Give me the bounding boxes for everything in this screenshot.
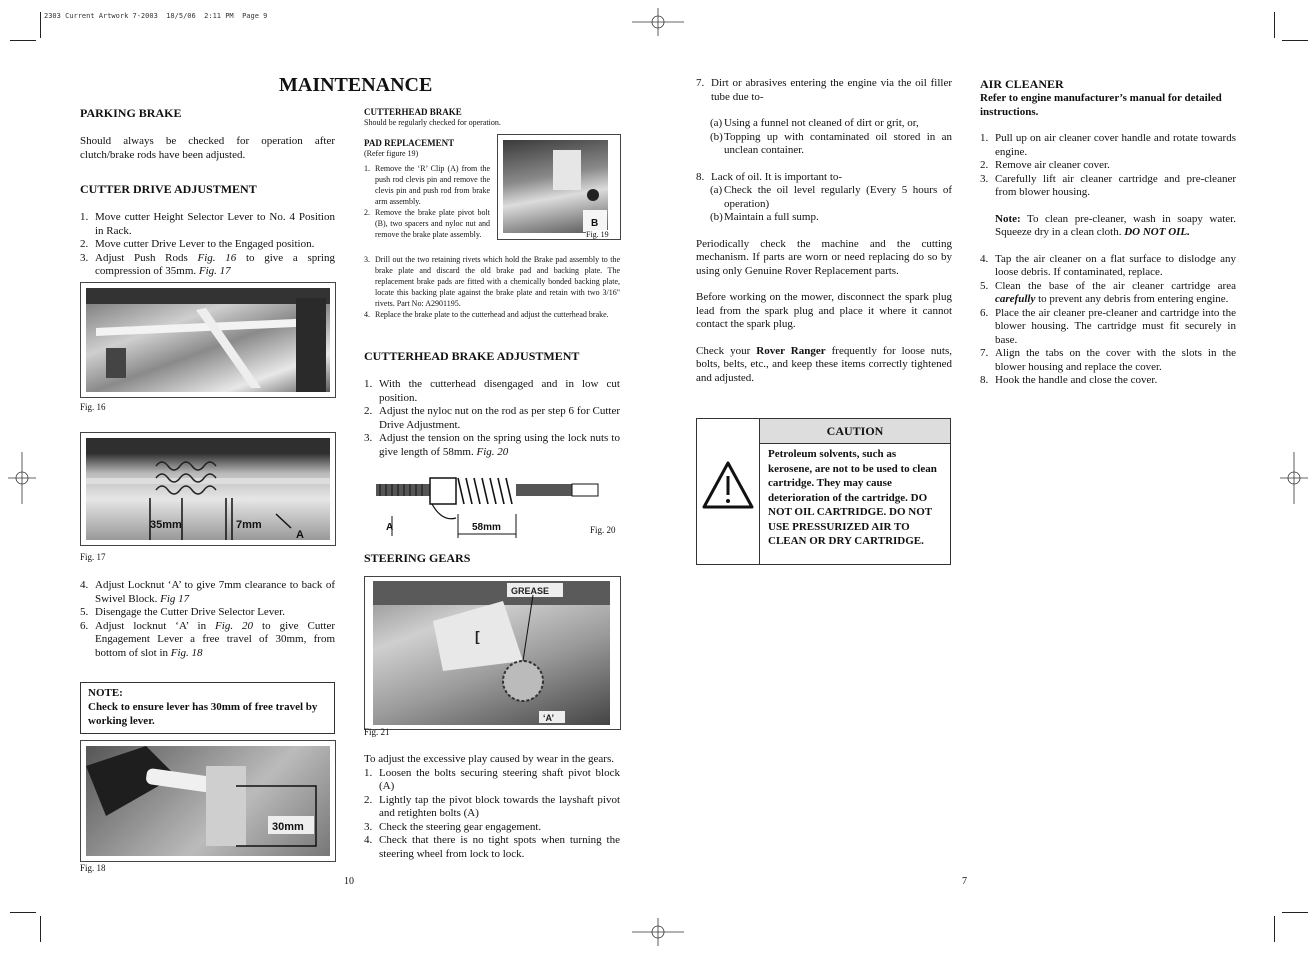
list-item: 6. Adjust locknut ‘A’ in Fig. 20 to give Cutter Engagement Lever a free travel of 30mm, from bottom of slot in Fig. 18 — [80, 619, 335, 659]
registration-mark-icon — [632, 8, 684, 36]
paragraph: Before working on the mower, disconnect the spark plug lead from the spark plug and place it where it cannot contact the spark plug. — [696, 291, 952, 330]
figure-caption: Fig. 19 — [586, 230, 609, 239]
caution-box — [696, 418, 951, 565]
column-3 — [696, 77, 952, 385]
steering-intro: To adjust the excessive play caused by wear in the gears. — [364, 753, 615, 765]
figure-18-photo — [80, 740, 336, 862]
list-item: (a) Check the oil level regularly (Every 5 hours of operation) — [710, 184, 952, 210]
page-number: 7 — [962, 876, 967, 887]
section-heading-air-cleaner: AIR CLEANER — [980, 77, 1064, 91]
list-item: 4. Check that there is no tight spots when turning the steering wheel from lock to lock. — [364, 834, 620, 860]
column-1-lower — [80, 579, 335, 660]
figure-20-drawing — [372, 470, 604, 540]
section-heading-steering-gears: STEERING GEARS — [364, 551, 471, 565]
list-item: 2. Remove air cleaner cover. — [980, 159, 1110, 171]
note-title: NOTE: — [88, 687, 123, 699]
crop-mark — [40, 916, 41, 942]
figure-16-photo — [80, 282, 336, 398]
figure-20-label-58mm: 58mm — [472, 522, 501, 533]
registration-mark-icon — [1280, 452, 1308, 504]
figure-caption: Fig. 17 — [80, 552, 106, 562]
list-item: 1. Pull up on air cleaner cover handle and rotate towards engine. — [980, 132, 1236, 158]
figure-21-photo — [364, 576, 621, 730]
column-1 — [80, 106, 335, 279]
figure-17-label-7mm: 7mm — [236, 519, 262, 531]
list-item: 8. Lack of oil. It is important to- — [696, 170, 843, 183]
brake-adjustment-section — [364, 349, 620, 459]
crop-mark — [40, 12, 41, 38]
figure-18-label-30mm: 30mm — [272, 821, 304, 833]
list-item: 1. Remove the ‘R’ Clip (A) from the push rod clevis pin and remove the clevis pin and push rod from brake arm assembly. — [364, 164, 490, 206]
list-item: 3. Carefully lift air cleaner cartridge and pre-cleaner from blower housing. — [980, 172, 1236, 198]
list-item: 3. Drill out the two retaining rivets which hold the Brake pad assembly to the brake plate and discard the old brake pad and backing plate. The replacement brake pads are fitted with a chemically bonded backing plate, locate this backing plate against the brake plate and retain with two 3/16" rivets. Part No: A2901195. — [364, 255, 620, 308]
list-item: 8. Hook the handle and close the cover. — [980, 374, 1158, 386]
crop-mark — [1274, 916, 1275, 942]
svg-text:[: [ — [475, 628, 480, 644]
figure-20-label-a: A — [386, 522, 394, 533]
list-item: 6. Place the air cleaner pre-cleaner and cartridge into the blower housing. The cartridge must fit securely in base. — [980, 306, 1236, 346]
list-item: 3. Adjust Push Rods Fig. 16 to give a spring compression of 35mm. Fig. 17 — [80, 251, 335, 277]
sub-list — [696, 184, 952, 225]
list-item: 5. Clean the base of the air cleaner cartridge area carefully to prevent any debris from entering engine. — [980, 279, 1236, 305]
list-item: 7. Align the tabs on the cover with the slots in the blower housing and replace the cover. — [980, 347, 1236, 373]
registration-mark-icon — [632, 918, 684, 946]
figure-caption: Fig. 21 — [364, 727, 390, 737]
column-4 — [980, 77, 1236, 388]
list-item: 1. Loosen the bolts securing steering shaft pivot block (A) — [364, 766, 620, 792]
pad-replacement-list-top — [364, 163, 490, 240]
pad-replacement-ref: (Refer figure 19) — [364, 149, 419, 158]
crop-mark — [10, 40, 36, 41]
caution-text: Petroleum solvents, such as kerosene, are not to be used to clean cartridge. They may cause deterioration of the cartridge. DO NOT OIL CARTRIDGE. DO NOT USE PRESSURIZED AIR TO CLEAN OR DRY CARTRIDGE. — [768, 448, 937, 547]
list-item: 4. Adjust Locknut ‘A’ to give 7mm clearance to back of Swivel Block. Fig 17 — [80, 579, 335, 605]
caution-title: CAUTION — [760, 419, 950, 444]
section-heading-brake-adjustment: CUTTERHEAD BRAKE ADJUSTMENT — [364, 349, 580, 363]
section-heading-cutterhead-brake: CUTTERHEAD BRAKE — [364, 107, 462, 117]
print-slug: 2303 Current Artwork 7-2003 18/5/06 2:11 PM Page 9 — [44, 12, 268, 20]
pad-replacement-list-bottom — [364, 254, 620, 320]
parking-brake-text: Should always be checked for operation after clutch/brake rods have been adjusted. — [80, 135, 335, 161]
page-title: MAINTENANCE — [279, 74, 433, 96]
list-item: 2. Remove the brake plate pivot bolt (B), two spacers and nyloc nut and remove the brake plate assembly. — [364, 208, 490, 239]
list-item: 2. Lightly tap the pivot block towards the layshaft pivot and retighten bolts (A) — [364, 793, 620, 819]
note-text: Check to ensure lever has 30mm of free travel by working lever. — [88, 701, 318, 727]
air-cleaner-subheading: Refer to engine manufacturer’s manual for detailed instructions. — [980, 92, 1222, 118]
cutterhead-brake-text: Should be regularly checked for operation. — [364, 118, 501, 127]
crop-mark — [1282, 912, 1308, 913]
crop-mark — [1274, 12, 1275, 38]
section-heading-cutter-drive: CUTTER DRIVE ADJUSTMENT — [80, 182, 257, 196]
cutter-drive-list-continued — [80, 579, 335, 660]
list-item: 5. Disengage the Cutter Drive Selector Lever. — [80, 606, 285, 618]
figure-caption: Fig. 20 — [590, 525, 616, 535]
figure-19-photo — [497, 134, 621, 240]
figure-17-label-35mm: 35mm — [150, 519, 182, 531]
air-cleaner-note: Note: To clean pre-cleaner, wash in soapy water. Squeeze dry in a clean cloth. DO NOT OIL. — [995, 212, 1236, 238]
list-item: 2. Move cutter Drive Lever to the Engaged position. — [80, 238, 315, 250]
steering-section — [364, 753, 620, 861]
section-heading-parking-brake: PARKING BRAKE — [80, 106, 182, 120]
note-box — [80, 682, 335, 734]
page-number: 10 — [344, 876, 354, 887]
list-item: 2. Adjust the nyloc nut on the rod as per step 6 for Cutter Drive Adjustment. — [364, 405, 620, 431]
list-item: (b) Topping up with contaminated oil stored in an unclean container. — [710, 130, 952, 156]
section-heading-pad-replacement: PAD REPLACEMENT — [364, 138, 455, 148]
list-item: 4. Replace the brake plate to the cutterhead and adjust the cutterhead brake. — [364, 310, 609, 319]
paragraph: Periodically check the machine and the cutting mechanism. If parts are worn or need replacing do so by using only Genuine Rover Replacement parts. — [696, 237, 952, 277]
warning-triangle-icon — [697, 419, 759, 564]
caution-content — [760, 419, 950, 552]
list-item: 7. Dirt or abrasives entering the engine via the oil filler tube due to- — [696, 77, 952, 103]
caution-icon-cell — [697, 419, 760, 564]
list-item: 3. Check the steering gear engagement. — [364, 820, 542, 833]
list-item: 1. With the cutterhead disengaged and in low cut position. — [364, 378, 620, 404]
figure-17-photo — [80, 432, 336, 546]
paragraph: Check your Rover Ranger frequently for loose nuts, bolts, belts, etc., and keep these items correctly tightened and adjusted. — [696, 344, 952, 384]
list-item: 4. Tap the air cleaner on a flat surface to dislodge any loose debris. If contaminated, replace. — [980, 252, 1236, 278]
list-item: (b) Maintain a full sump. — [710, 211, 819, 223]
registration-mark-icon — [8, 452, 36, 504]
figure-19-label-b: B — [591, 218, 599, 229]
crop-mark — [1282, 40, 1308, 41]
figure-caption: Fig. 16 — [80, 402, 106, 412]
list-item: 1. Move cutter Height Selector Lever to No. 4 Position in Rack. — [80, 211, 335, 237]
list-item: (a) Using a funnel not cleaned of dirt or grit, or, — [710, 117, 919, 129]
figure-21-label-a: ‘A’ — [543, 713, 555, 723]
figure-17-label-a: A — [296, 529, 304, 540]
crop-mark — [10, 912, 36, 913]
figure-caption: Fig. 18 — [80, 863, 106, 873]
figure-21-label-grease: GREASE — [511, 586, 550, 596]
sub-list — [696, 117, 952, 158]
list-item: 3. Adjust the tension on the spring using the lock nuts to give length of 58mm. Fig. 20 — [364, 432, 620, 458]
cutter-drive-list — [80, 211, 335, 279]
